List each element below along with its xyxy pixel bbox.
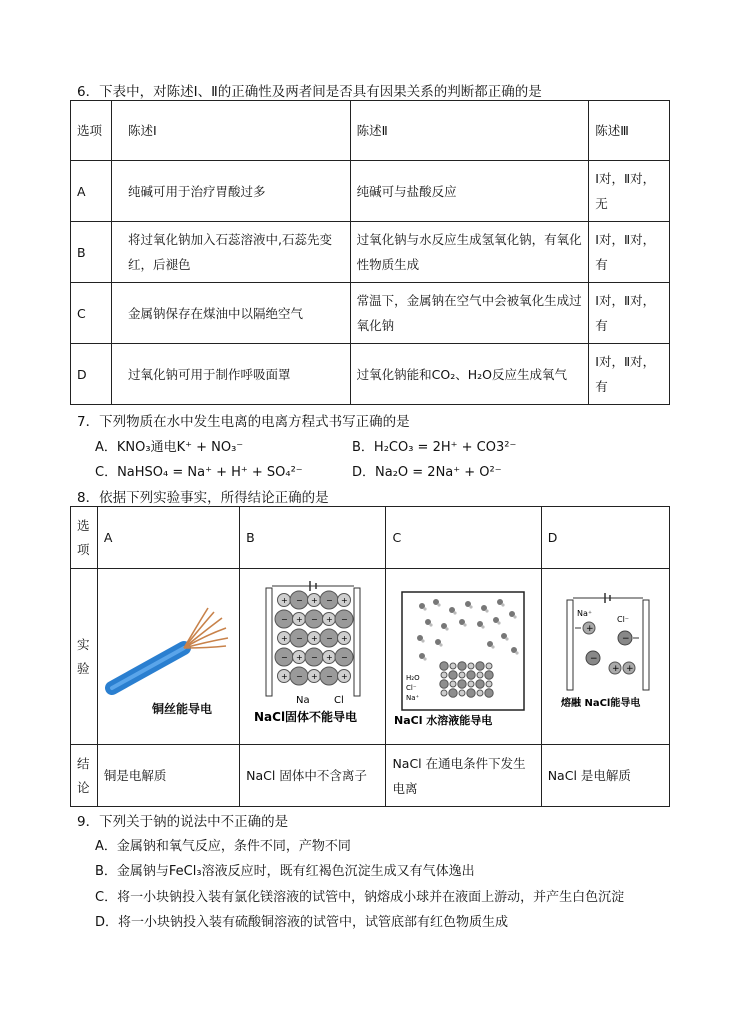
ion-sign-minus: − [295, 633, 303, 643]
q9-option-c: C．将一小块钠投入装有氯化镁溶液的试管中，钠熔成小球并在液面上游动，并产生白色沉淀 [95, 890, 625, 905]
q6-row-option: C [71, 283, 112, 344]
ion-chloride [449, 670, 457, 678]
q8-conclusion-label: 结论 [71, 745, 98, 807]
ion-sign-plus: + [295, 614, 303, 624]
copper-wire-image [104, 588, 234, 718]
q6-row-s1: 将过氧化钠加入石蕊溶液中,石蕊先变红，后褪色 [111, 222, 350, 283]
ion-sodium [468, 681, 474, 687]
ion-sodium [477, 672, 483, 678]
q8-header-b: B [240, 507, 386, 569]
water-hydrogen [463, 623, 466, 626]
water-hydrogen [453, 611, 456, 614]
q6-header-s2: 陈述Ⅱ [350, 101, 589, 161]
q6-row-s1: 过氧化钠可用于制作呼吸面罩 [111, 344, 350, 405]
ion-chloride [485, 670, 493, 678]
q9-option-d: D．将一小块钠投入装有硫酸铜溶液的试管中，试管底部有红色物质生成 [95, 915, 509, 930]
water-hydrogen [491, 645, 494, 648]
ion-sign-plus: + [626, 663, 634, 674]
q6-header-s3: 陈述Ⅲ [589, 101, 670, 161]
ion-sodium [486, 663, 492, 669]
ion-sign-plus: + [586, 623, 594, 634]
q9-option-a: A．金属钠和氧气反应，条件不同，产物不同 [95, 839, 351, 854]
ion-sign-minus: − [280, 614, 288, 624]
q6-row-s3: Ⅰ对，Ⅱ对，无 [589, 161, 670, 222]
ion-sodium [441, 672, 447, 678]
ion-sign-minus: − [340, 652, 348, 662]
water-hydrogen [485, 609, 488, 612]
q8-header-a: A [97, 507, 239, 569]
q6-row-s3: Ⅰ对，Ⅱ对，有 [589, 222, 670, 283]
q8-conclusion-c: NaCl 在通电条件下发生电离 [386, 745, 541, 807]
q8-stem: 8．依据下列实验事实，所得结论正确的是 [77, 490, 329, 506]
ion-sodium [459, 672, 465, 678]
image-b-cl-label: Cl [333, 694, 344, 706]
q8-conclusion-b: NaCl 固体中不含离子 [240, 745, 386, 807]
ion-sign-plus: + [340, 671, 348, 681]
ion-sign-plus: + [325, 614, 333, 624]
nacl-solution-image [392, 578, 535, 728]
ion-sodium [450, 681, 456, 687]
ion-sign-plus: + [340, 595, 348, 605]
ion-sign-plus: + [310, 633, 318, 643]
q6-header-row [71, 101, 670, 161]
table-row [71, 222, 670, 283]
q7-option-d: D．Na₂O = 2Na⁺ + O²⁻ [352, 465, 502, 480]
q8-header-d: D [541, 507, 669, 569]
ion-sign-plus: + [340, 633, 348, 643]
water-hydrogen [439, 643, 442, 646]
q8-conclusion-row [71, 745, 670, 807]
ion-sodium [441, 690, 447, 696]
q8-conclusion-a: 铜是电解质 [97, 745, 239, 807]
image-c-caption: NaCl 水溶液能导电 [394, 713, 493, 727]
q6-header-option: 选项 [71, 101, 112, 161]
q9-option-b: B．金属钠与FeCl₃溶液反应时，既有红褐色沉淀生成又有气体逸出 [95, 864, 475, 879]
q8-image-c-cell [386, 569, 541, 745]
q6-row-s2: 纯碱可与盐酸反应 [350, 161, 589, 222]
ion-chloride [485, 688, 493, 696]
q6-row-s2: 过氧化钠能和CO₂、H₂O反应生成氧气 [350, 344, 589, 405]
ion-sign-minus: − [325, 633, 333, 643]
water-hydrogen [501, 603, 504, 606]
ion-sign-plus: + [310, 595, 318, 605]
water-hydrogen [481, 625, 484, 628]
water-hydrogen [505, 637, 508, 640]
q7-stem: 7．下列物质在水中发生电离的电离方程式书写正确的是 [77, 414, 410, 430]
ion-sign-plus: + [310, 671, 318, 681]
q6-header-s1: 陈述Ⅰ [111, 101, 350, 161]
ion-sign-minus: − [310, 652, 318, 662]
q7-option-a: A．KNO₃通电K⁺ + NO₃⁻ [95, 440, 244, 455]
q6-row-option: B [71, 222, 112, 283]
ion-chloride [458, 661, 466, 669]
ion-sodium [468, 663, 474, 669]
table-row [71, 283, 670, 344]
ion-sign-plus: + [280, 595, 288, 605]
water-hydrogen [437, 603, 440, 606]
molten-ions [575, 622, 639, 674]
ion-chloride [440, 679, 448, 687]
water-hydrogen [421, 639, 424, 642]
molten-nacl-image [547, 578, 663, 728]
water-hydrogen [423, 657, 426, 660]
q6-row-s2: 常温下，金属钠在空气中会被氧化生成过氧化钠 [350, 283, 589, 344]
ion-chloride [467, 670, 475, 678]
water-hydrogen [429, 623, 432, 626]
q8-conclusion-d: NaCl 是电解质 [541, 745, 669, 807]
ion-sign-minus: − [280, 652, 288, 662]
ion-sign-minus: − [622, 633, 630, 644]
q6-stem: 6．下表中，对陈述Ⅰ、Ⅱ的正确性及两者间是否具有因果关系的判断都正确的是 [77, 84, 542, 100]
image-c-na-label: Na⁺ [406, 693, 420, 702]
ion-sign-minus: − [325, 671, 333, 681]
q9-stem: 9．下列关于钠的说法中不正确的是 [77, 814, 289, 830]
ion-sign-minus: − [340, 614, 348, 624]
ion-chloride [449, 688, 457, 696]
water-hydrogen [515, 651, 518, 654]
ion-sodium [486, 681, 492, 687]
q6-row-s1: 金属钠保存在煤油中以隔绝空气 [111, 283, 350, 344]
water-hydrogen [513, 615, 516, 618]
image-d-cl-label: Cl⁻ [617, 614, 630, 624]
ion-sign-minus: − [590, 653, 598, 664]
q8-experiment-row [71, 569, 670, 745]
water-hydrogen [423, 607, 426, 610]
q6-row-s3: Ⅰ对，Ⅱ对，有 [589, 344, 670, 405]
image-d-na-label: Na⁺ [577, 608, 593, 618]
q6-row-option: D [71, 344, 112, 405]
ion-sign-plus: + [295, 652, 303, 662]
image-d-caption: 熔融 NaCl能导电 [561, 697, 641, 709]
ion-chloride [467, 688, 475, 696]
image-c-cl-label: Cl⁻ [406, 683, 417, 692]
ion-sign-plus: + [612, 663, 620, 674]
q6-row-s3: Ⅰ对，Ⅱ对，有 [589, 283, 670, 344]
ion-sign-minus: − [325, 595, 333, 605]
q7-option-c: C．NaHSO₄ = Na⁺ + H⁺ + SO₄²⁻ [95, 465, 303, 480]
table-row [71, 344, 670, 405]
water-hydrogen [469, 605, 472, 608]
ion-sign-plus: + [280, 671, 288, 681]
image-c-water-label: H₂O [406, 673, 420, 682]
q8-image-d-cell [541, 569, 669, 745]
q6-row-s1: 纯碱可用于治疗胃酸过多 [111, 161, 350, 222]
image-b-caption: NaCl固体不能导电 [253, 709, 357, 724]
ion-sign-plus: + [325, 652, 333, 662]
ion-sign-minus: − [295, 595, 303, 605]
q7-option-b: B．H₂CO₃ = 2H⁺ + CO3²⁻ [352, 440, 517, 455]
q8-header-c: C [386, 507, 541, 569]
nacl-solid-image [246, 578, 380, 728]
image-b-na-label: Na [295, 694, 310, 706]
ion-sodium [477, 690, 483, 696]
ion-sign-plus: + [280, 633, 288, 643]
q8-image-a-cell [97, 569, 239, 745]
water-hydrogen [445, 627, 448, 630]
q8-header-row [71, 507, 670, 569]
ion-sign-minus: − [295, 671, 303, 681]
q8-image-b-cell [240, 569, 386, 745]
q8-header-option: 选项 [71, 507, 98, 569]
q6-row-option: A [71, 161, 112, 222]
ion-sign-minus: − [310, 614, 318, 624]
q8-experiment-label: 实验 [71, 569, 98, 745]
image-a-caption: 铜丝能导电 [151, 701, 212, 716]
q6-row-s2: 过氧化钠与水反应生成氢氧化钠，有氧化性物质生成 [350, 222, 589, 283]
q6-table [70, 100, 670, 405]
ion-sodium [459, 690, 465, 696]
ion-chloride [440, 661, 448, 669]
ion-sodium [450, 663, 456, 669]
table-row [71, 161, 670, 222]
ion-chloride [458, 679, 466, 687]
ion-chloride [476, 679, 484, 687]
q8-table [70, 506, 670, 807]
ion-chloride [476, 661, 484, 669]
water-hydrogen [497, 621, 500, 624]
